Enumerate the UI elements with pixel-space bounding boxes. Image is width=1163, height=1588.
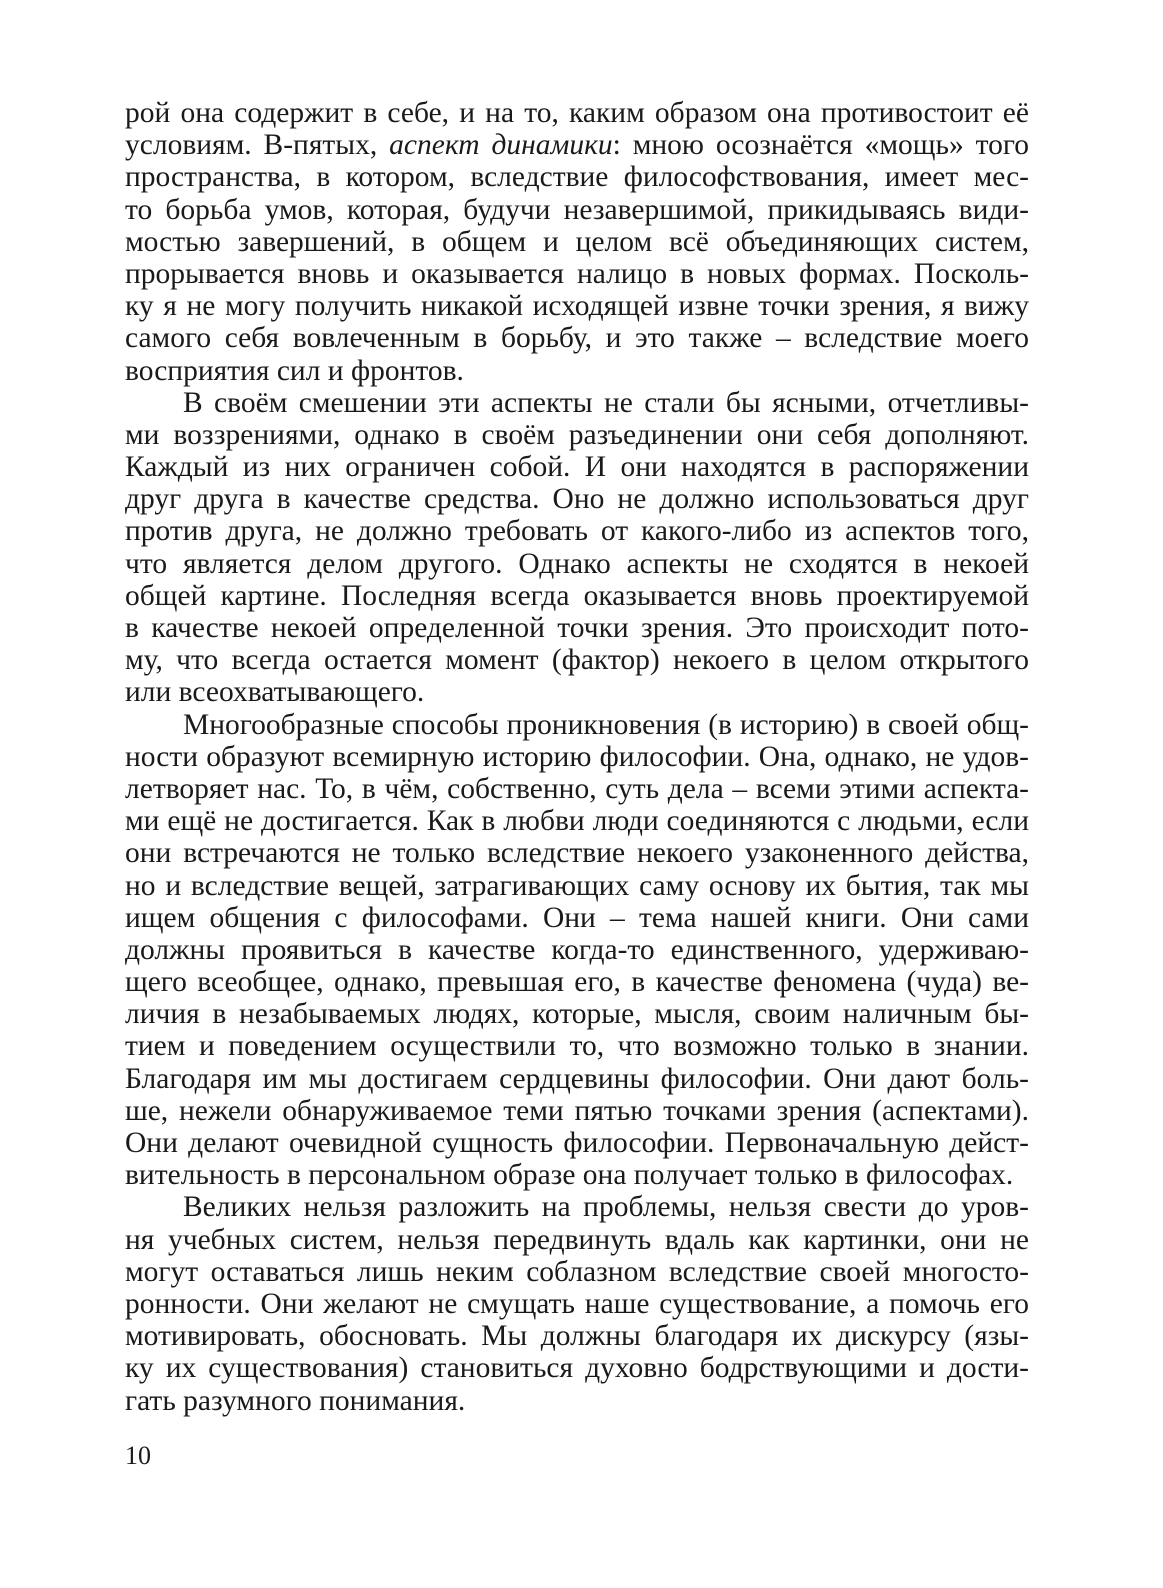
text-line: рой она содержит в себе, и на то, каким образом она противостоит её — [125, 97, 1029, 129]
text-line: тием и поведением осуществили то, что возможно только в знании. — [125, 1030, 1029, 1063]
text-line: ми ещё не достигается. Как в любви люди соединяются с людьми, если — [125, 805, 1029, 838]
text-line: летворяет нас. То, в чём, собственно, суть дела – всеми этими аспекта- — [125, 772, 1029, 805]
text-line: в качестве некоей определенной точки зрения. Это происходит пото- — [125, 612, 1029, 644]
text-line: щего всеобщее, однако, превышая его, в качестве феномена (чуда) ве- — [125, 966, 1029, 999]
text-line: мотивировать, обосновать. Мы должны благодаря их дискурсу (язы- — [125, 1320, 1029, 1353]
text-line: ронности. Они желают не смущать наше существование, а помочь его — [125, 1287, 1029, 1320]
text-line: личия в незабываемых людях, которые, мысля, своим наличным бы- — [125, 998, 1029, 1031]
text-line: ку их существования) становиться духовно бодрствующими и дости- — [125, 1352, 1029, 1385]
text-line — [125, 129, 1029, 161]
text-line: ми воззрениями, однако в своём разъединении они себя дополняют. — [125, 418, 1029, 451]
text-line: друг друга в качестве средства. Оно не должно использоваться друг — [125, 483, 1029, 516]
page-body — [125, 97, 1029, 1417]
paragraph — [125, 709, 1029, 1192]
text-line: то борьба умов, которая, будучи незавершимой, прикидываясь види- — [125, 193, 1029, 226]
text-line: против друга, не должно требовать от какого-либо из аспектов того, — [125, 515, 1029, 548]
text-line: Каждый из них ограничен собой. И они находятся в распоряжении — [125, 451, 1029, 484]
text-line: Они делают очевидной сущность философии. Первоначальную дейст- — [125, 1127, 1029, 1159]
text-line: ня учебных систем, нельзя передвинуть вдаль как картинки, они не — [125, 1223, 1029, 1256]
page-number: 10 — [125, 1441, 151, 1470]
text-line: ку я не могу получить никакой исходящей извне точки зрения, я вижу — [125, 290, 1029, 323]
text-line: что является делом другого. Однако аспекты не сходятся в некоей — [125, 547, 1029, 580]
text-line: могут оставаться лишь неким соблазном вследствие своей многосто- — [125, 1255, 1029, 1288]
text-line: Многообразные способы проникновения (в историю) в своей общ- — [183, 708, 1029, 741]
text-line: но и вследствие вещей, затрагивающих саму основу их бытия, так мы — [125, 869, 1029, 902]
text-line: пространства, в котором, вследствие философствования, имеет мес- — [125, 161, 1029, 194]
text-line: В своём смешении эти аспекты не стали бы ясными, отчетливы- — [183, 386, 1029, 419]
text-line: прорывается вновь и оказывается налицо в новых формах. Посколь- — [125, 257, 1029, 290]
text-line: му, что всегда остается момент (фактор) некоего в целом открытого — [125, 644, 1029, 677]
text-run: условиям. В-пятых, — [125, 129, 390, 162]
text-line: вительность в персональном образе она получает только в философах. — [125, 1159, 1014, 1192]
paragraph — [125, 1191, 1029, 1416]
text-line: они встречаются не только вследствие некоего узаконенного действа, — [125, 837, 1029, 870]
text-line: мостью завершений, в общем и целом всё объединяющих систем, — [125, 225, 1029, 258]
text-line: ищем общения с философами. Они – тема нашей книги. Они сами — [125, 901, 1029, 934]
text-line: общей картине. Последняя всегда оказывается вновь проектируемой — [125, 579, 1029, 612]
text-line: должны проявиться в качестве когда-то единственного, удерживаю- — [125, 933, 1029, 966]
text-line: Великих нельзя разложить на проблемы, нельзя свести до уров- — [183, 1191, 1029, 1224]
paragraph — [125, 97, 1029, 387]
italic-term: аспект динамики — [389, 129, 613, 162]
text-line: гать разумного понимания. — [125, 1384, 466, 1417]
text-line: ности образуют всемирную историю философии. Она, однако, не удов- — [125, 740, 1029, 773]
text-run: : мною осознаётся «мощь» того — [612, 129, 1029, 162]
paragraph — [125, 387, 1029, 709]
text-line: восприятия сил и фронтов. — [125, 354, 464, 387]
text-line: ше, нежели обнаруживаемое теми пятью точками зрения (аспектами). — [125, 1094, 1029, 1127]
text-line: или всеохватывающего. — [125, 676, 425, 709]
text-line: самого себя вовлеченным в борьбу, и это также – вследствие моего — [125, 322, 1029, 355]
text-line: Благодаря им мы достигаем сердцевины философии. Они дают боль- — [125, 1062, 1029, 1095]
